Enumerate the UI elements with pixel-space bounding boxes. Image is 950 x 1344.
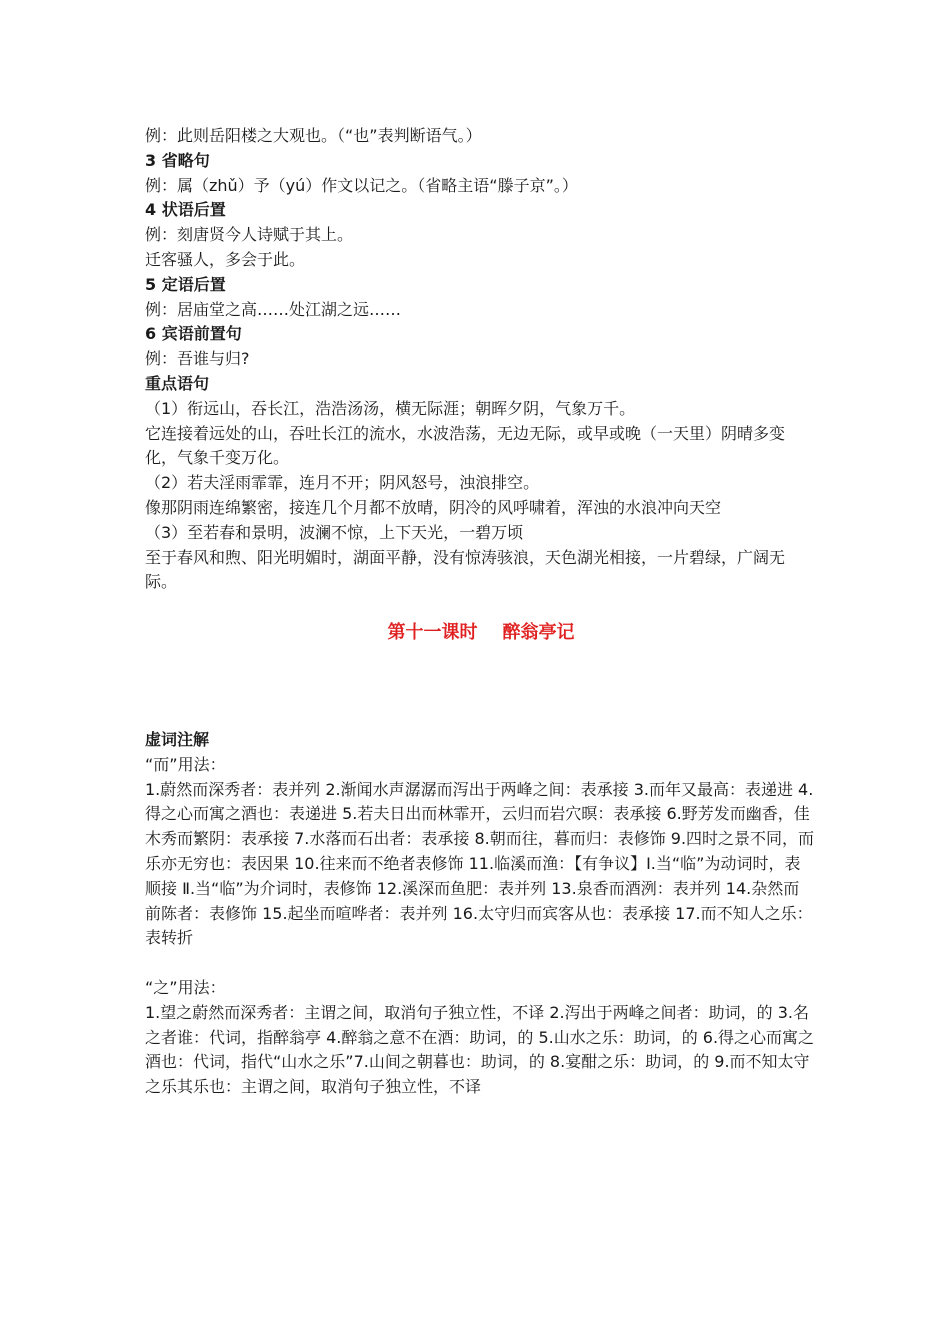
heading-key-sentences: 重点语句 <box>145 373 210 393</box>
zhi-usage-body: 1.望之蔚然而深秀者：主谓之间，取消句子独立性，不译 2.泻出于两峰之间者：助词，的 3.名之者谁：代词，指醉翁亭 4.醉翁之意不在酒：助词，的 5.山水之乐：助词，的 6.得之心而寓之酒也：代词，指代“山水之乐”7.山间之朝暮也：助词，的 8.宴酣之乐：助词，的 9.而不知太守之乐其乐也：主谓之间，取消句子独立性，不译 <box>145 1002 815 1097</box>
paragraph-gap <box>145 951 815 976</box>
key-sentence-3: （3）至若春和景明，波澜不惊，上下天光，一碧万顷 <box>145 522 524 542</box>
key-sentence-2: （2）若夫淫雨霏霏，连月不开；阴风怒号，浊浪排空。 <box>145 473 540 493</box>
example-object: 例：吾谁与归? <box>145 349 250 369</box>
er-usage-body: 1.蔚然而深秀者：表并列 2.渐闻水声潺潺而泻出于两峰之间：表承接 3.而年又最高：表递进 4.得之心而寓之酒也：表递进 5.若夫日出而林霏开，云归而岩穴暝：表承接 6.野芳发而幽香，佳木秀而繁阴：表承接 7.水落而石出者：表承接 8.朝而往，暮而归：表修饰 9.四时之景不同，而乐亦无穷也：表因果 10.往来而不绝者表修饰 11.临溪而渔：【有争议】Ⅰ.当“临”为动词时，表顺接 Ⅱ.当“临”为介词时，表修饰 12.溪深而鱼肥：表并列 13.泉香而酒洌：表并列 14.杂然而前陈者：表修饰 15.起坐而喧哗者：表并列 16.太守归而宾客从也：表承接 17.而不知人之乐：表转折 <box>145 779 815 948</box>
key-sentence-2-translation: 像那阴雨连绵繁密，接连几个月都不放晴，阴冷的风呼啸着，浑浊的水浪冲向天空 <box>145 497 722 517</box>
example-judgment: 例：此则岳阳楼之大观也。（“也”表判断语气。） <box>145 126 482 145</box>
key-sentence-3-translation: 至于春风和煦、阳光明媚时，湖面平静，没有惊涛骇浪，天色湖光相接，一片碧绿，广阔无际。 <box>145 547 786 592</box>
heading-adverbial-postposition: 4 状语后置 <box>145 200 226 220</box>
example-adverbial-2: 迁客骚人，多会于此。 <box>145 249 306 269</box>
key-sentence-1-translation: 它连接着远处的山，吞吐长江的流水，水波浩荡，无边无际，或早或晚（一天里）阴晴多变化，气象千变万化。 <box>145 423 786 468</box>
heading-attributive-postposition: 5 定语后置 <box>145 274 226 294</box>
er-usage-label: “而”用法： <box>145 754 226 774</box>
example-ellipsis: 例：属（zhǔ）予（yú）作文以记之。（省略主语“滕子京”。） <box>145 175 578 195</box>
document-page <box>145 124 815 1100</box>
heading-function-words: 虚词注解 <box>145 729 210 749</box>
heading-ellipsis-sentence: 3 省略句 <box>145 150 210 170</box>
lesson-title: 第十一课时 醉翁亭记 <box>387 622 575 644</box>
heading-object-preposition: 6 宾语前置句 <box>145 324 242 344</box>
example-attributive: 例：居庙堂之高……处江湖之远…… <box>145 299 402 319</box>
example-adverbial-1: 例：刻唐贤今人诗赋于其上。 <box>145 225 354 245</box>
zhi-usage-label: “之”用法： <box>145 977 226 997</box>
key-sentence-1: （1）衔远山，吞长江，浩浩汤汤，横无际涯；朝晖夕阴，气象万千。 <box>145 398 636 418</box>
